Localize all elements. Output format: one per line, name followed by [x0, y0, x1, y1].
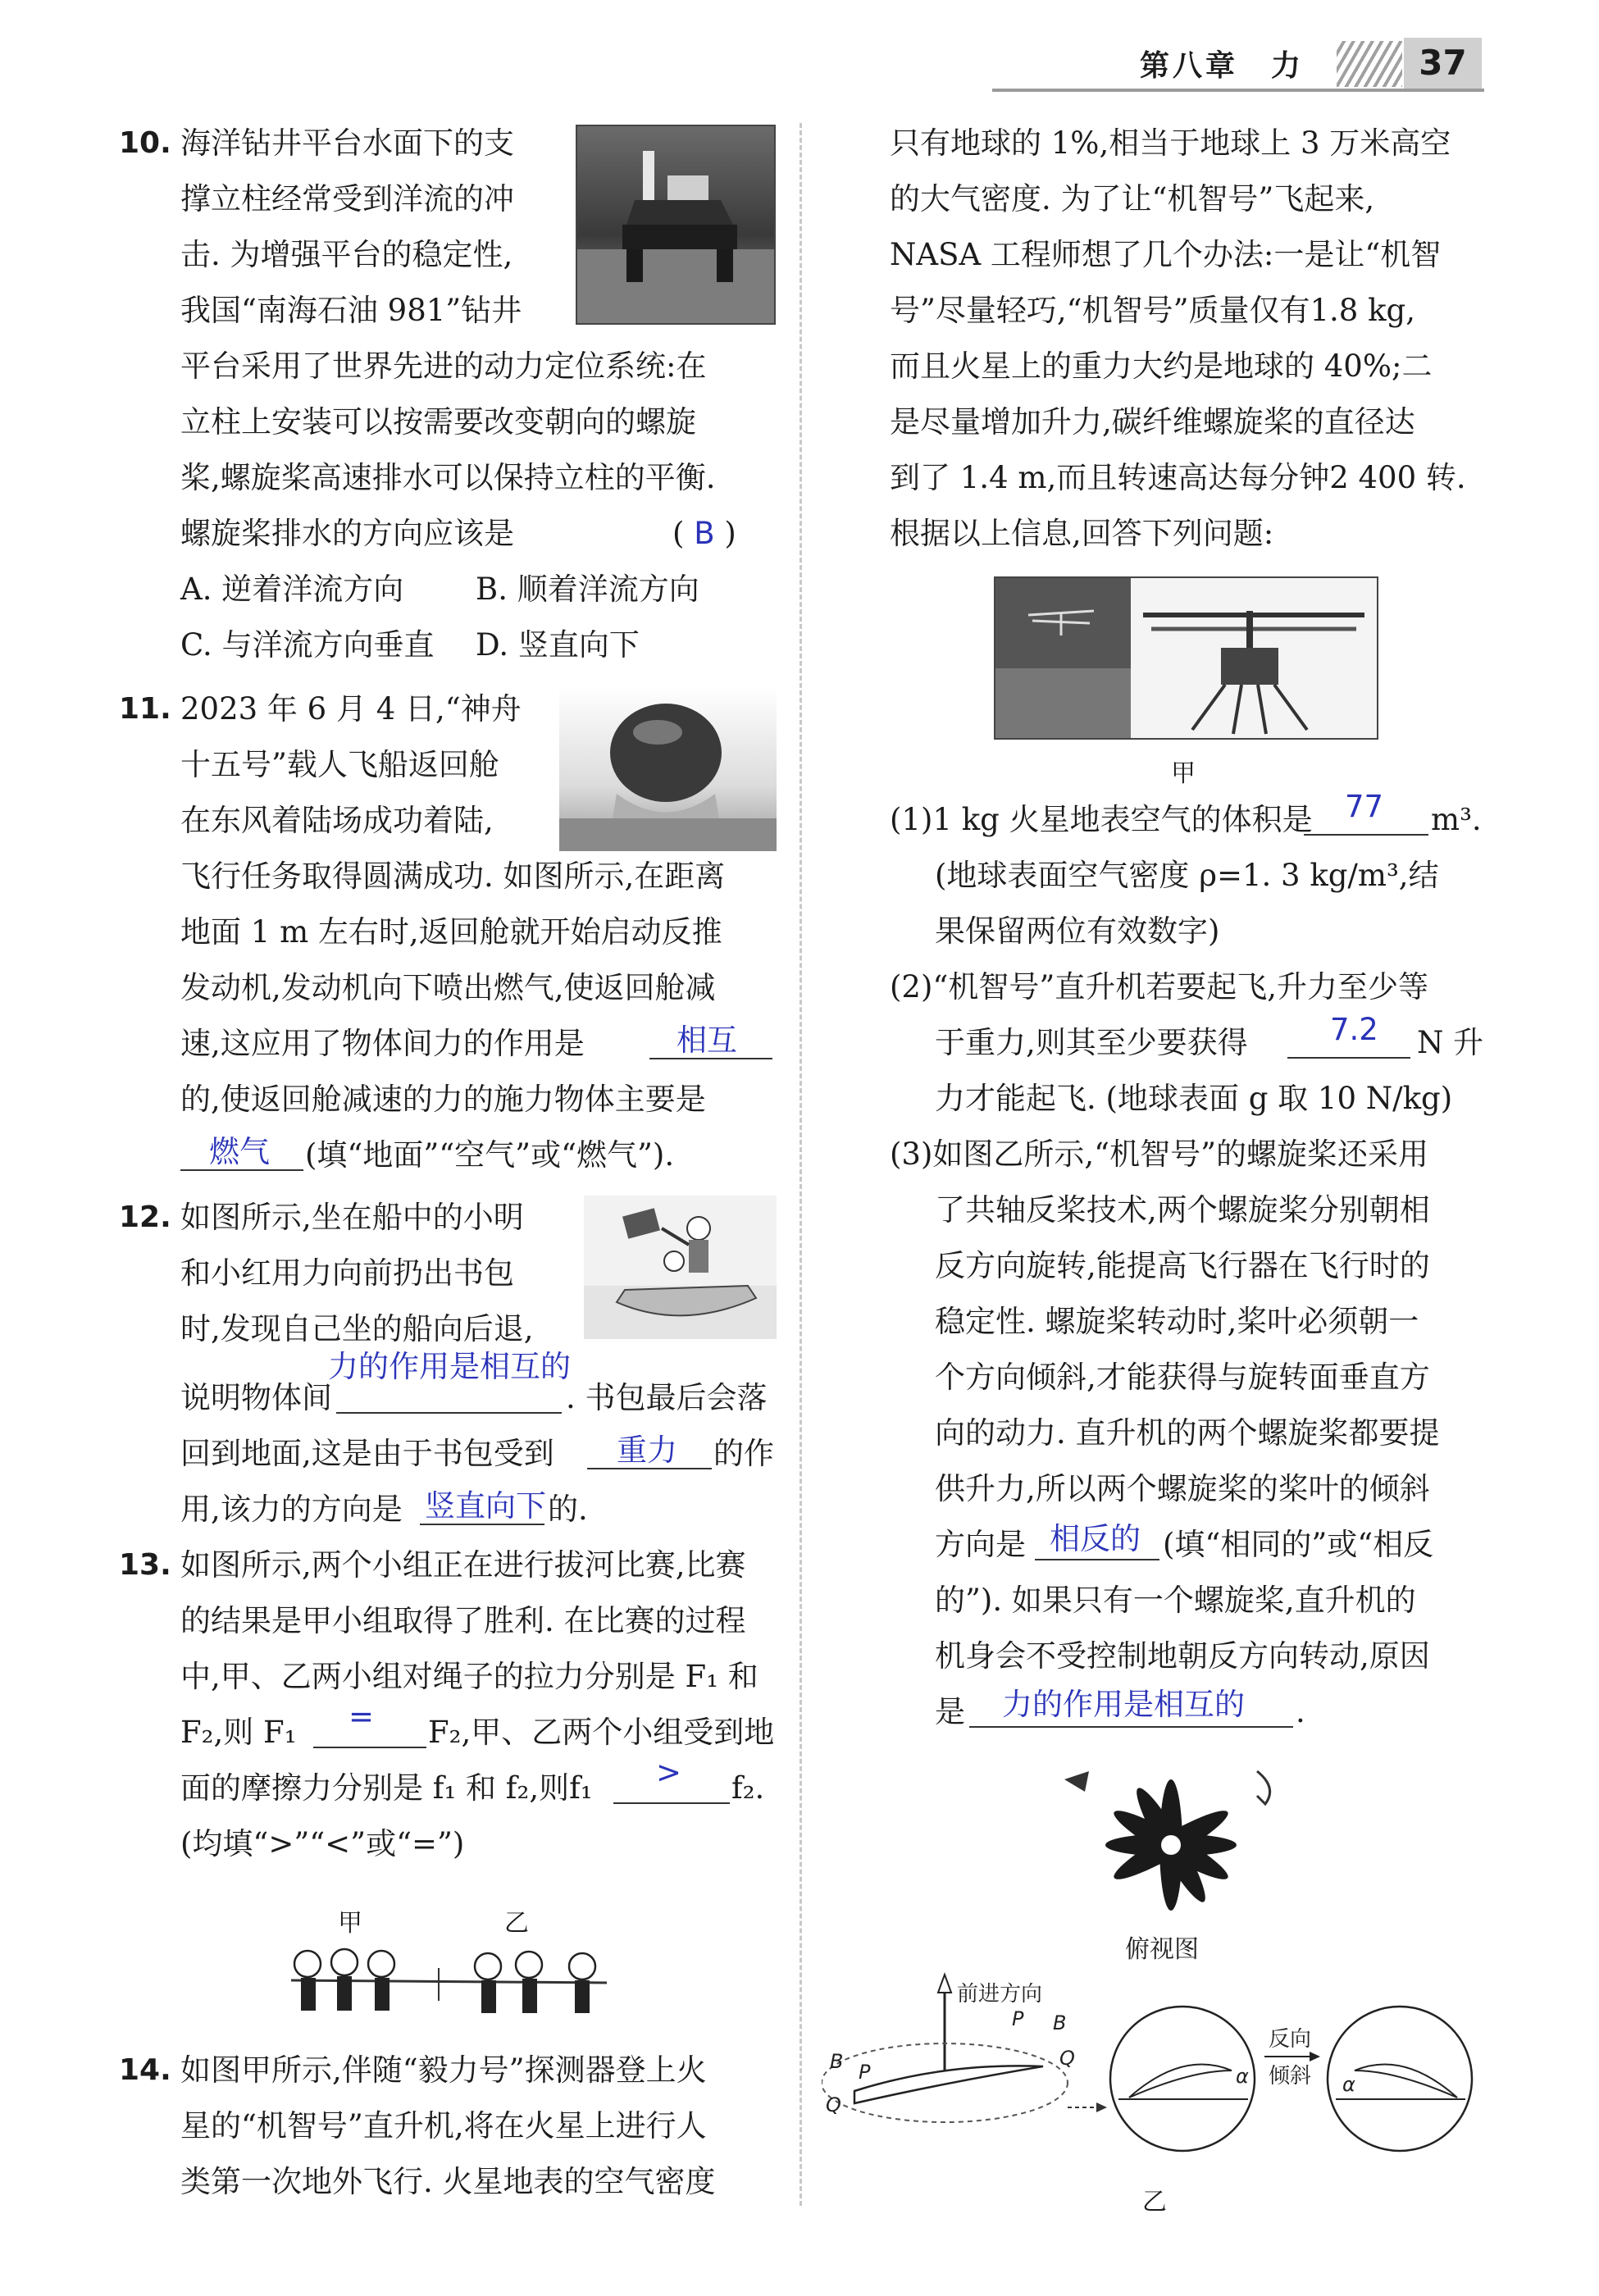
text-line: (地球表面空气密度 ρ=1. 3 kg/m³,结 [935, 858, 1439, 893]
propeller-top-view-figure [1056, 1755, 1286, 1927]
answer-text: = [348, 1699, 375, 1734]
return-capsule-photo [559, 687, 777, 851]
question-number: 14. [119, 2053, 171, 2087]
text-line: 稳定性. 螺旋桨转动时,桨叶必须朝一 [935, 1304, 1419, 1339]
text-line: 击. 为增强平台的稳定性, [180, 237, 513, 272]
text-line: 了共轴反桨技术,两个螺旋桨分别朝相 [935, 1192, 1430, 1228]
answer-text: 竖直向下 [425, 1488, 546, 1524]
text-line: 的,使返回舱减速的力的施力物体主要是 [180, 1082, 706, 1117]
label-q-right: Q [1059, 2047, 1075, 2070]
text-line: 说明物体间 [180, 1380, 332, 1415]
question-number: 13. [119, 1548, 171, 1582]
coaxial-propeller-diagram [822, 1968, 1498, 2173]
answer-text: 力的作用是相互的 [328, 1349, 571, 1384]
question-number: 10. [119, 126, 171, 160]
text-line: 的作 [713, 1436, 774, 1471]
text-line: 类第一次地外飞行. 火星地表的空气密度 [180, 2164, 716, 2199]
text-line: 2023 年 6 月 4 日,“神舟 [180, 691, 522, 727]
text-line: 撑立柱经常受到洋流的冲 [180, 181, 514, 216]
boat-throwing-bag-illustration [584, 1196, 777, 1339]
chapter-title: 第八章 力 [1140, 49, 1305, 83]
reverse-label-1: 反向 [1269, 2027, 1312, 2052]
text-line: 面的摩擦力分别是 f₁ 和 f₂,则f₁ [180, 1770, 593, 1806]
text-line: 于重力,则其至少要获得 [935, 1025, 1248, 1060]
text-line: 反方向旋转,能提高飞行器在飞行时的 [935, 1248, 1430, 1283]
text-line: 是尽量增加升力,碳纤维螺旋桨的直径达 [890, 404, 1415, 440]
text-line: 海洋钻井平台水面下的支 [180, 125, 514, 161]
text-line: 十五号”载人飞船返回舱 [180, 747, 499, 782]
option-a: A. 逆着洋流方向 [180, 572, 404, 607]
text-line: (1)1 kg 火星地表空气的体积是 [890, 802, 1313, 837]
label-b-right: B [1053, 2011, 1067, 2034]
text-line: N 升 [1417, 1025, 1484, 1060]
text-line: m³. [1431, 802, 1482, 837]
text-line: 如图所示,两个小组正在进行拔河比赛,比赛 [180, 1547, 746, 1583]
text-line: 星的“机智号”直升机,将在火星上进行人 [180, 2108, 707, 2143]
text-line: 地面 1 m 左右时,返回舱就开始启动反推 [180, 914, 722, 950]
answer-text: 重力 [617, 1433, 677, 1468]
answer-bracket: ( B ) [672, 516, 736, 551]
text-line: 平台采用了世界先进的动力定位系统:在 [180, 348, 707, 384]
text-line: 力才能起飞. (地球表面 g 取 10 N/kg) [935, 1081, 1453, 1116]
figure-a-caption: 甲 [1171, 759, 1196, 788]
text-line: 只有地球的 1%,相当于地球上 3 万米高空 [890, 125, 1451, 161]
question-number: 11. [119, 692, 171, 726]
text-line: 是 [935, 1694, 965, 1729]
answer-text: 力的作用是相互的 [1002, 1687, 1245, 1722]
figure-b-caption: 乙 [1142, 2188, 1167, 2216]
text-line: 用,该力的方向是 [180, 1492, 403, 1527]
text-line: NASA 工程师想了几个办法:一是让“机智 [890, 237, 1442, 272]
reverse-label-2: 倾斜 [1269, 2064, 1312, 2089]
text-line: 向的动力. 直升机的两个螺旋桨都要提 [935, 1415, 1440, 1451]
text-line: 的结果是甲小组取得了胜利. 在比赛的过程 [180, 1603, 746, 1638]
header-stripes [1337, 41, 1402, 87]
text-line: F₂,则 F₁ [180, 1715, 297, 1750]
top-view-caption: 俯视图 [1125, 1935, 1199, 1964]
text-line: 个方向倾斜,才能获得与旋转面垂直方 [935, 1360, 1430, 1395]
answer-text: 相反的 [1050, 1521, 1141, 1556]
text-line: 果保留两位有效数字) [935, 913, 1220, 949]
text-line: . [1296, 1694, 1305, 1729]
oil-platform-photo [576, 125, 776, 325]
forward-direction-label: 前进方向 [957, 1982, 1043, 2007]
text-line: (均填“>”“<”或“=”) [180, 1826, 465, 1861]
column-divider [800, 123, 802, 2206]
tug-of-war-illustration [283, 1935, 615, 2029]
text-line: 号”尽量轻巧,“机智号”质量仅有1.8 kg, [890, 293, 1415, 328]
text-line: (2)“机智号”直升机若要起飞,升力至少等 [890, 969, 1429, 1004]
text-line: 的大气密度. 为了让“机智号”飞起来, [890, 181, 1375, 216]
text-line: 机身会不受控制地朝反方向转动,原因 [935, 1638, 1430, 1674]
label-b-left: B [830, 2050, 844, 2073]
answer-text: 相互 [676, 1023, 737, 1058]
figure-label-team-b: 乙 [504, 1909, 529, 1938]
header-rule [992, 89, 1484, 92]
text-line: 供升力,所以两个螺旋桨的桨叶的倾斜 [935, 1471, 1430, 1506]
option-d: D. 竖直向下 [476, 627, 640, 663]
text-line: 螺旋桨排水的方向应该是 [180, 516, 514, 551]
ingenuity-helicopter-photo [994, 576, 1378, 740]
label-p-right: P [1012, 2007, 1024, 2030]
label-alpha-2: α [1342, 2073, 1355, 2096]
answer-text: 7.2 [1330, 1012, 1378, 1047]
text-line: 在东风着陆场成功着陆, [180, 803, 494, 838]
text-line: (填“地面”“空气”或“燃气”). [305, 1137, 675, 1173]
text-line: 和小红用力向前扔出书包 [180, 1255, 514, 1291]
text-line: 如图所示,坐在船中的小明 [180, 1200, 524, 1235]
label-q-left: Q [826, 2093, 841, 2116]
text-line: 发动机,发动机向下喷出燃气,使返回舱减 [180, 970, 716, 1005]
text-line: . 书包最后会落 [566, 1380, 768, 1415]
text-line: 的”). 如果只有一个螺旋桨,直升机的 [935, 1583, 1416, 1618]
answer-choice: B [694, 516, 715, 551]
option-b: B. 顺着洋流方向 [476, 572, 699, 607]
label-alpha-1: α [1236, 2065, 1249, 2088]
text-line: 速,这应用了物体间力的作用是 [180, 1026, 585, 1061]
text-line: 而且火星上的重力大约是地球的 40%;二 [890, 348, 1433, 384]
text-line: 桨,螺旋桨高速排水可以保持立柱的平衡. [180, 460, 716, 495]
figure-label-team-a: 甲 [338, 1909, 362, 1938]
text-line: 根据以上信息,回答下列问题: [890, 516, 1274, 551]
text-line: 回到地面,这是由于书包受到 [180, 1436, 554, 1471]
text-line: 中,甲、乙两小组对绳子的拉力分别是 F₁ 和 [180, 1659, 758, 1694]
text-line: 时,发现自己坐的船向后退, [180, 1311, 534, 1346]
page-number: 37 [1404, 38, 1482, 89]
text-line: 如图甲所示,伴随“毅力号”探测器登上火 [180, 2052, 707, 2088]
text-line: 到了 1.4 m,而且转速高达每分钟2 400 转. [890, 460, 1466, 495]
label-p-left: P [859, 2061, 871, 2084]
text-line: 的. [548, 1492, 588, 1527]
option-c: C. 与洋流方向垂直 [180, 627, 435, 663]
question-number: 12. [119, 1200, 171, 1234]
answer-text: 燃气 [209, 1134, 270, 1169]
text-line: 飞行任务取得圆满成功. 如图所示,在距离 [180, 859, 726, 894]
text-line: F₂,甲、乙两个小组受到地 [428, 1715, 775, 1750]
text-line: 我国“南海石油 981”钻井 [180, 293, 522, 328]
text-line: 立柱上安装可以按需要改变朝向的螺旋 [180, 404, 696, 440]
text-line: 方向是 [935, 1527, 1026, 1562]
text-line: (填“相同的”或“相反 [1163, 1527, 1434, 1562]
answer-text: 77 [1345, 789, 1384, 824]
text-line: f₂. [731, 1770, 765, 1806]
answer-text: > [656, 1755, 682, 1790]
text-line: (3)如图乙所示,“机智号”的螺旋桨还采用 [890, 1137, 1429, 1172]
